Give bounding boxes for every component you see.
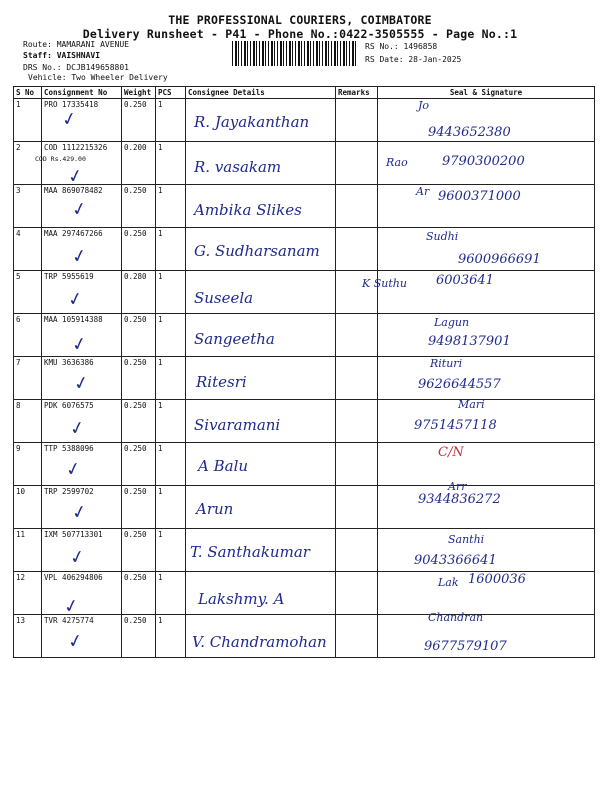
row-consignment-number: TVR 4275774 [44, 616, 94, 625]
handwritten-signature: Ar [416, 185, 430, 198]
row-consignment-cell [42, 572, 122, 619]
row-consignee-cell [186, 443, 336, 486]
row-weight: 0.250 [122, 529, 156, 572]
row-remarks [336, 228, 378, 271]
row-remarks [336, 443, 378, 486]
row-sno: 9 [14, 443, 42, 486]
row-consignment-number: TRP 5955619 [44, 272, 94, 281]
handwritten-phone-number: 6003641 [436, 273, 494, 288]
row-sno: 6 [14, 314, 42, 357]
row-consignment-cell [42, 228, 122, 271]
handwritten-consignee-name: Suseela [194, 289, 254, 307]
row-consignee-cell [186, 142, 336, 185]
table-row [14, 400, 595, 443]
delivered-check-mark: ✓ [65, 164, 86, 189]
col-weight: Weight [122, 87, 156, 99]
handwritten-signature: Sudhi [426, 230, 459, 243]
handwritten-phone-number: 9498137901 [428, 334, 511, 349]
row-seal-signature-cell [378, 314, 595, 357]
row-remarks [336, 486, 378, 529]
row-remarks [336, 142, 378, 185]
handwritten-consignee-name: Sivaramani [194, 416, 281, 434]
handwritten-consignee-name: Ritesri [196, 373, 247, 391]
row-seal-signature-cell [378, 480, 595, 529]
handwritten-phone-number: 9626644557 [418, 377, 501, 392]
row-cod-amount: COD Rs.429.00 [35, 155, 86, 163]
handwritten-signature: Rituri [430, 357, 463, 370]
row-remarks [336, 400, 378, 443]
row-remarks [336, 99, 378, 142]
row-seal-signature-cell [378, 357, 595, 400]
row-consignee-cell [186, 486, 336, 529]
handwritten-phone-number: 9344836272 [418, 492, 501, 507]
row-consignment-cell [42, 615, 122, 658]
row-sno: 11 [14, 529, 42, 572]
table-row [14, 142, 595, 185]
row-consignment-cell [35, 142, 122, 189]
handwritten-signature: Mari [458, 398, 485, 411]
row-weight: 0.280 [122, 271, 156, 314]
row-consignment-cell [42, 529, 122, 572]
table-row [14, 572, 595, 615]
rs-date: RS Date: 28-Jan-2025 [365, 55, 462, 64]
route-line: Route: MAMARANI AVENUE [23, 40, 129, 49]
handwritten-signature: Lagun [434, 316, 470, 329]
delivered-check-mark: ✓ [69, 244, 90, 269]
row-sno: 2 [14, 142, 42, 185]
handwritten-phone-number: 9677579107 [424, 639, 507, 654]
row-pcs: 1 [156, 357, 186, 400]
row-remarks [336, 185, 378, 228]
row-weight: 0.250 [122, 486, 156, 529]
col-consignee: Consignee Details [186, 87, 336, 99]
handwritten-consignee-name: R. vasakam [194, 158, 282, 176]
row-consignee-cell [186, 271, 336, 314]
drs-line: DRS No.: DCJB149658801 [23, 63, 129, 72]
row-consignee-cell [186, 357, 336, 400]
delivered-check-mark: ✓ [69, 197, 90, 222]
row-consignment-cell [42, 99, 122, 142]
row-remarks [336, 572, 378, 615]
row-consignment-cell [42, 486, 122, 529]
row-pcs: 1 [156, 400, 186, 443]
handwritten-phone-number: 9751457118 [414, 418, 497, 433]
delivered-check-mark: ✓ [69, 500, 90, 525]
handwritten-signature: Chandran [428, 611, 484, 624]
handwritten-consignee-name: Sangeetha [194, 330, 275, 348]
table-body [14, 99, 595, 658]
table-row [14, 185, 595, 228]
row-consignee-cell [186, 400, 336, 443]
row-seal-signature-cell [362, 271, 595, 314]
row-sno: 12 [14, 572, 42, 615]
row-sno: 8 [14, 400, 42, 443]
row-remarks [336, 357, 378, 400]
row-weight: 0.250 [122, 99, 156, 142]
row-sno: 7 [14, 357, 42, 400]
row-consignee-cell [186, 228, 336, 271]
row-pcs: 1 [156, 228, 186, 271]
row-weight: 0.250 [122, 228, 156, 271]
handwritten-phone-number: 9043366641 [414, 553, 497, 568]
table-row [14, 486, 595, 529]
row-consignment-cell [42, 185, 122, 228]
row-pcs: 1 [156, 443, 186, 486]
row-consignment-number: MAA 105914388 [44, 315, 103, 324]
delivered-check-mark: ✓ [67, 545, 88, 570]
row-consignment-number: PDK 6076575 [44, 401, 94, 410]
row-consignment-cell [42, 357, 122, 400]
handwritten-consignee-name: R. Jayakanthan [194, 113, 310, 131]
row-pcs: 1 [156, 99, 186, 142]
row-consignment-cell [42, 443, 122, 486]
table-header-row [14, 87, 595, 99]
staff-line: Staff: VAISHNAVI [23, 51, 101, 60]
barcode [232, 41, 356, 66]
handwritten-phone-number: 9600371000 [438, 189, 521, 204]
handwritten-phone-number: 9600966691 [458, 252, 541, 267]
table-row [14, 357, 595, 400]
row-consignment-cell [42, 400, 122, 443]
col-remarks: Remarks [336, 87, 378, 99]
row-seal-signature-cell [378, 400, 595, 443]
row-weight: 0.250 [122, 615, 156, 658]
row-sno: 10 [14, 486, 42, 529]
handwritten-phone-number: C/N [438, 445, 464, 460]
delivered-check-mark: ✓ [71, 371, 92, 396]
row-seal-signature-cell [378, 99, 595, 142]
delivered-check-mark: ✓ [59, 107, 80, 132]
row-seal-signature-cell [378, 228, 595, 271]
delivered-check-mark: ✓ [65, 629, 86, 654]
row-consignee-cell [186, 572, 336, 615]
row-seal-signature-cell [378, 443, 595, 486]
row-sno: 3 [14, 185, 42, 228]
handwritten-consignee-name: T. Santhakumar [190, 543, 310, 561]
row-remarks [336, 529, 378, 572]
row-pcs: 1 [156, 271, 186, 314]
row-pcs: 1 [156, 572, 186, 615]
table-row [14, 443, 595, 486]
row-seal-signature-cell [378, 529, 595, 572]
row-pcs: 1 [156, 185, 186, 228]
row-pcs: 1 [156, 529, 186, 572]
row-seal-signature-cell [378, 185, 595, 228]
handwritten-consignee-name: Lakshmy. A [198, 590, 285, 608]
row-consignee-cell [186, 615, 336, 658]
handwritten-signature: Rao [386, 156, 408, 169]
row-consignment-number: KMU 3636386 [44, 358, 94, 367]
row-consignee-cell [186, 529, 336, 572]
runsheet-table [13, 86, 595, 658]
row-consignment-cell [42, 314, 122, 357]
table-row [14, 99, 595, 142]
col-seal: Seal & Signature [378, 87, 595, 99]
row-consignment-cell [42, 271, 122, 314]
table-row [14, 529, 595, 572]
row-seal-signature-cell [378, 611, 595, 658]
row-weight: 0.250 [122, 185, 156, 228]
vehicle-line: Vehicle: Two Wheeler Delivery [28, 73, 168, 82]
handwritten-signature: Jo [418, 99, 430, 112]
handwritten-phone-number: 9790300200 [442, 154, 525, 169]
handwritten-consignee-name: V. Chandramohan [192, 633, 327, 651]
handwritten-consignee-name: A Balu [198, 457, 249, 475]
row-sno: 4 [14, 228, 42, 271]
table-row [14, 615, 595, 658]
row-consignment-number: TTP 5388096 [44, 444, 94, 453]
row-consignment-number: TRP 2599702 [44, 487, 94, 496]
row-weight: 0.250 [122, 443, 156, 486]
handwritten-consignee-name: Ambika Slikes [194, 201, 302, 219]
delivered-check-mark: ✓ [69, 332, 90, 357]
row-weight: 0.200 [122, 142, 156, 185]
handwritten-consignee-name: G. Sudharsanam [194, 242, 320, 260]
row-sno: 13 [14, 615, 42, 658]
handwritten-signature: Arr [448, 480, 467, 493]
delivered-check-mark: ✓ [65, 287, 86, 312]
table-row [14, 228, 595, 271]
row-sno: 5 [14, 271, 42, 314]
handwritten-consignee-name: Arun [196, 500, 234, 518]
row-seal-signature-cell [378, 142, 595, 185]
row-weight: 0.250 [122, 400, 156, 443]
row-consignment-number: VPL 406294806 [44, 573, 103, 582]
handwritten-phone-number: 1600036 [468, 572, 526, 587]
row-consignee-cell [186, 185, 336, 228]
row-consignment-number: COD 1112215326 [44, 143, 108, 152]
delivered-check-mark: ✓ [61, 594, 82, 619]
row-consignment-number: MAA 869078482 [44, 186, 103, 195]
row-consignment-number: MAA 297467266 [44, 229, 103, 238]
row-consignee-cell [186, 99, 336, 142]
row-seal-signature-cell [378, 572, 595, 615]
handwritten-signature: Lak [438, 576, 459, 589]
row-weight: 0.250 [122, 572, 156, 615]
handwritten-phone-number: 9443652380 [428, 125, 511, 140]
col-pcs: PCS [156, 87, 186, 99]
row-weight: 0.250 [122, 314, 156, 357]
row-sno: 1 [14, 99, 42, 142]
table-row [14, 271, 595, 314]
row-remarks [336, 314, 378, 357]
rs-number: RS No.: 1496858 [365, 42, 438, 51]
row-pcs: 1 [156, 615, 186, 658]
runsheet-subtitle: Delivery Runsheet - P41 - Phone No.:0422-3505555 - Page No.:1 [82, 27, 518, 41]
row-consignment-number: PRO 17335418 [44, 100, 99, 109]
delivered-check-mark: ✓ [63, 457, 84, 482]
row-remarks [336, 615, 378, 658]
row-weight: 0.250 [122, 357, 156, 400]
col-consignment: Consignment No [42, 87, 122, 99]
handwritten-signature: Santhi [448, 533, 485, 546]
row-pcs: 1 [156, 314, 186, 357]
company-title: THE PROFESSIONAL COURIERS, COIMBATORE [168, 13, 432, 27]
table-row [14, 314, 595, 357]
delivered-check-mark: ✓ [67, 416, 88, 441]
handwritten-signature: K Suthu [362, 277, 407, 290]
row-consignee-cell [186, 314, 336, 357]
row-pcs: 1 [156, 486, 186, 529]
row-consignment-number: IXM 507713301 [44, 530, 103, 539]
row-pcs: 1 [156, 142, 186, 185]
col-sno: S No [14, 87, 42, 99]
